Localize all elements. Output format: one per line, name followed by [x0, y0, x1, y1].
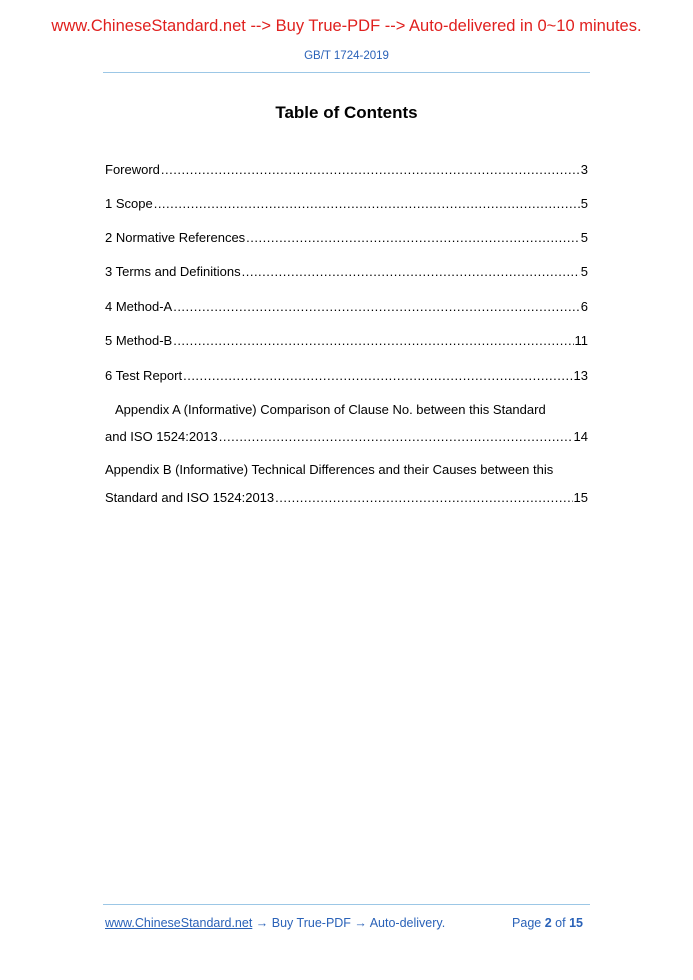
toc-page-number: 6 — [580, 299, 588, 314]
toc-label: 4 Method-A — [105, 299, 173, 314]
toc-page-number: 5 — [580, 196, 588, 211]
current-page: 2 — [544, 916, 552, 930]
page-indicator — [512, 916, 583, 930]
toc-entry-normative-references[interactable] — [105, 228, 588, 248]
toc-label: 5 Method-B — [105, 333, 173, 348]
dot-leader — [173, 297, 580, 317]
toc-label: 2 Normative References — [105, 230, 246, 245]
dot-leader — [161, 160, 580, 180]
toc-label-line2: and ISO 1524:2013 — [105, 429, 218, 444]
standard-code: GB/T 1724-2019 — [304, 50, 389, 62]
toc-page-number: 11 — [574, 333, 588, 348]
toc-page-number: 3 — [580, 162, 588, 177]
total-pages: 15 — [569, 916, 583, 930]
toc-label-line2: Standard and ISO 1524:2013 — [105, 490, 275, 505]
toc-entry-appendix-b[interactable] — [105, 460, 588, 508]
footer-promo-text: → Buy True-PDF → Auto-delivery. — [252, 916, 446, 930]
promo-banner[interactable]: www.ChineseStandard.net --> Buy True-PDF --> Auto-delivered in 0~10 minutes. — [51, 17, 642, 35]
toc-label: Foreword — [105, 162, 160, 177]
footer-site-link[interactable]: www.ChineseStandard.net — [105, 916, 253, 930]
dot-leader — [219, 427, 573, 447]
toc-page-number: 14 — [573, 429, 588, 444]
dot-leader — [246, 228, 580, 248]
page-footer — [105, 916, 583, 930]
dot-leader — [242, 262, 580, 282]
toc-entry-method-a[interactable] — [105, 297, 588, 317]
toc-page-number: 5 — [580, 264, 588, 279]
page-title: Table of Contents — [275, 103, 418, 122]
of-word: of — [555, 916, 566, 930]
toc-entry-terms-definitions[interactable] — [105, 262, 588, 282]
toc-entry-scope[interactable] — [105, 194, 588, 214]
dot-leader — [173, 331, 573, 351]
toc-label: 3 Terms and Definitions — [105, 264, 241, 279]
toc-entry-appendix-a[interactable] — [105, 400, 588, 447]
footer-divider — [103, 904, 590, 905]
toc-page-number: 15 — [573, 490, 588, 505]
toc-label: 1 Scope — [105, 196, 153, 211]
toc-label: 6 Test Report — [105, 368, 183, 383]
footer-promo — [105, 916, 445, 930]
toc-page-number: 5 — [580, 230, 588, 245]
header-divider — [103, 72, 590, 73]
toc-entry-foreword[interactable] — [105, 160, 588, 180]
dot-leader — [154, 194, 580, 214]
toc-label-line1: Appendix B (Informative) Technical Differences and their Causes between this — [105, 462, 554, 477]
dot-leader — [183, 366, 572, 386]
toc-page-number: 13 — [573, 368, 588, 383]
dot-leader — [275, 488, 572, 508]
page-word: Page — [512, 916, 542, 930]
toc-entry-test-report[interactable] — [105, 366, 588, 386]
toc-label-line1: Appendix A (Informative) Comparison of Clause No. between this Standard — [115, 402, 546, 417]
toc-entry-method-b[interactable] — [105, 331, 588, 351]
